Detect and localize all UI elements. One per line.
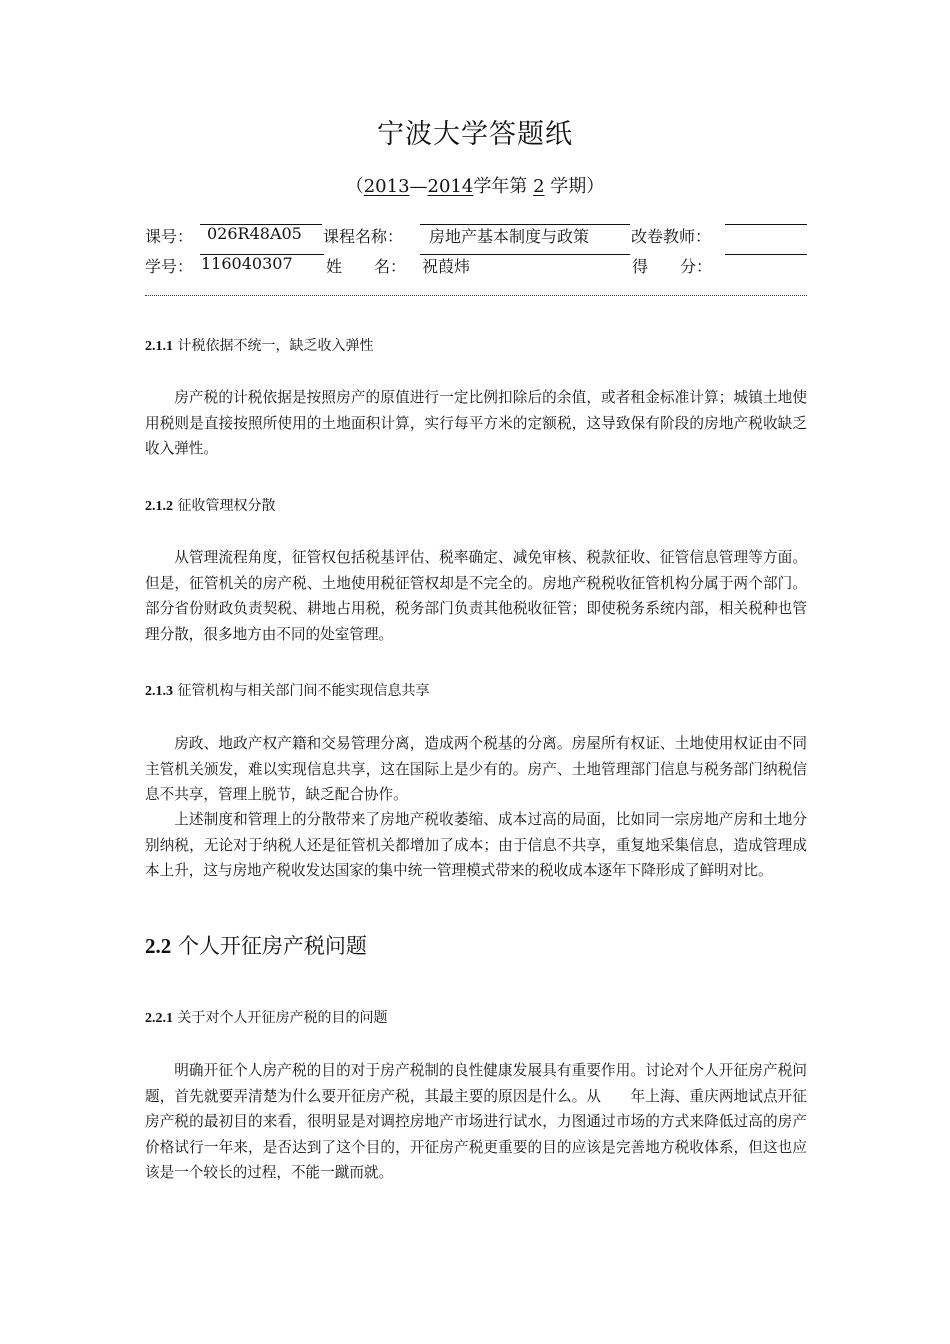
year-start: 2013 bbox=[363, 176, 410, 197]
course-name-value: 房地产基本制度与政策 bbox=[429, 227, 590, 246]
section-number: 2.1.1 bbox=[145, 339, 173, 354]
year-end: 2014 bbox=[427, 176, 474, 197]
section-heading-2-1-1 bbox=[145, 335, 373, 355]
subtitle-open: （ bbox=[345, 176, 364, 197]
section-number: 2.1.2 bbox=[145, 499, 173, 514]
section-title: 关于对个人开征房产税的目的问题 bbox=[177, 1010, 388, 1026]
score-field bbox=[725, 254, 807, 255]
course-no-value: 026R48A05 bbox=[207, 224, 302, 243]
section-number: 2.2.1 bbox=[145, 1011, 173, 1026]
paragraph-2-1-2: 从管理流程角度，征管权包括税基评估、税率确定、减免审核、税款征收、征管信息管理等方面。但是，征管机关的房产税、土地使用税征管权却是不完全的。房地产税税收征管机构分属于两个部门。部分省份财政负责契税、耕地占用税，税务部门负责其他税收征管；即使税务系统内部，相关税种也管理分散，很多地方由不同的处室管理。 bbox=[145, 549, 807, 643]
section-heading-2-2-1 bbox=[145, 1007, 387, 1027]
section-number: 2.2 bbox=[145, 934, 172, 958]
paragraph-2-1-3-a: 房政、地政产权产籍和交易管理分离，造成两个税基的分离。房屋所有权证、土地使用权证由不同主管机关颁发，难以实现信息共享，这在国际上是少有的。房产、土地管理部门信息与税务部门纳税信息不共享，管理上脱节，缺乏配合协作。 bbox=[145, 735, 807, 803]
subtitle-mid: 学年第 bbox=[473, 176, 528, 197]
name-label: 姓 名： bbox=[326, 257, 407, 276]
term-number: 2 bbox=[533, 176, 545, 197]
section-title: 征管机构与相关部门间不能实现信息共享 bbox=[177, 683, 430, 699]
section-title: 个人开征房产税问题 bbox=[177, 934, 367, 958]
name-value: 祝葭炜 bbox=[422, 257, 471, 276]
page-title: 宁波大学答题纸 bbox=[377, 119, 573, 150]
subtitle-end: 学期） bbox=[550, 176, 605, 197]
section-heading-2-1-2 bbox=[145, 495, 275, 515]
course-name-label: 课程名称： bbox=[323, 227, 404, 246]
grader-label: 改卷教师： bbox=[631, 227, 712, 246]
grader-field bbox=[725, 224, 807, 225]
paragraph-2-1-1: 房产税的计税依据是按照房产的原值进行一定比例扣除后的余值，或者租金标准计算；城镇土地使用税则是直接按照所使用的土地面积计算，实行每平方米的定额税，这导致保有阶段的房地产税收缺乏收入弹性。 bbox=[145, 389, 807, 457]
section-title: 征收管理权分散 bbox=[177, 498, 276, 514]
academic-term bbox=[0, 172, 950, 198]
course-no-label: 课号： bbox=[145, 227, 194, 246]
section-number: 2.1.3 bbox=[145, 684, 173, 699]
info-row-student bbox=[145, 254, 810, 278]
score-label: 得 分： bbox=[632, 257, 713, 276]
section-heading-2-1-3 bbox=[145, 680, 429, 700]
dotted-divider bbox=[145, 295, 807, 296]
paragraph-2-1-3-b: 上述制度和管理上的分散带来了房地产税收萎缩、成本过高的局面，比如同一宗房地产房和土地分别纳税，无论对于纳税人还是征管机关都增加了成本；由于信息不共享，重复地采集信息，造成管理成本上升，这与房地产税收发达国家的集中统一管理模式带来的税收成本逐年下降形成了鲜明对比。 bbox=[145, 811, 807, 879]
section-heading-2-2 bbox=[145, 930, 367, 960]
student-no-value: 116040307 bbox=[201, 254, 293, 273]
student-no-label: 学号： bbox=[145, 257, 194, 276]
year-dash: — bbox=[409, 176, 428, 197]
info-row-course bbox=[145, 224, 810, 248]
paragraph-2-2-1: 明确开征个人房产税的目的对于房产税制的良性健康发展具有重要作用。讨论对个人开征房产税问题，首先就要弄清楚为什么要开征房产税，其最主要的原因是什么。从 年上海、重庆两地试点开征房产税的最初目的来看，很明显是对调控房地产市场进行试水，力图通过市场的方式来降低过高的房产价格试行一年来，是否达到了这个目的，开征房产税更重要的目的应该是完善地方税收体系，但这也应该是一个较长的过程，不能一蹴而就。 bbox=[145, 1062, 807, 1181]
section-title: 计税依据不统一，缺乏收入弹性 bbox=[177, 338, 374, 354]
